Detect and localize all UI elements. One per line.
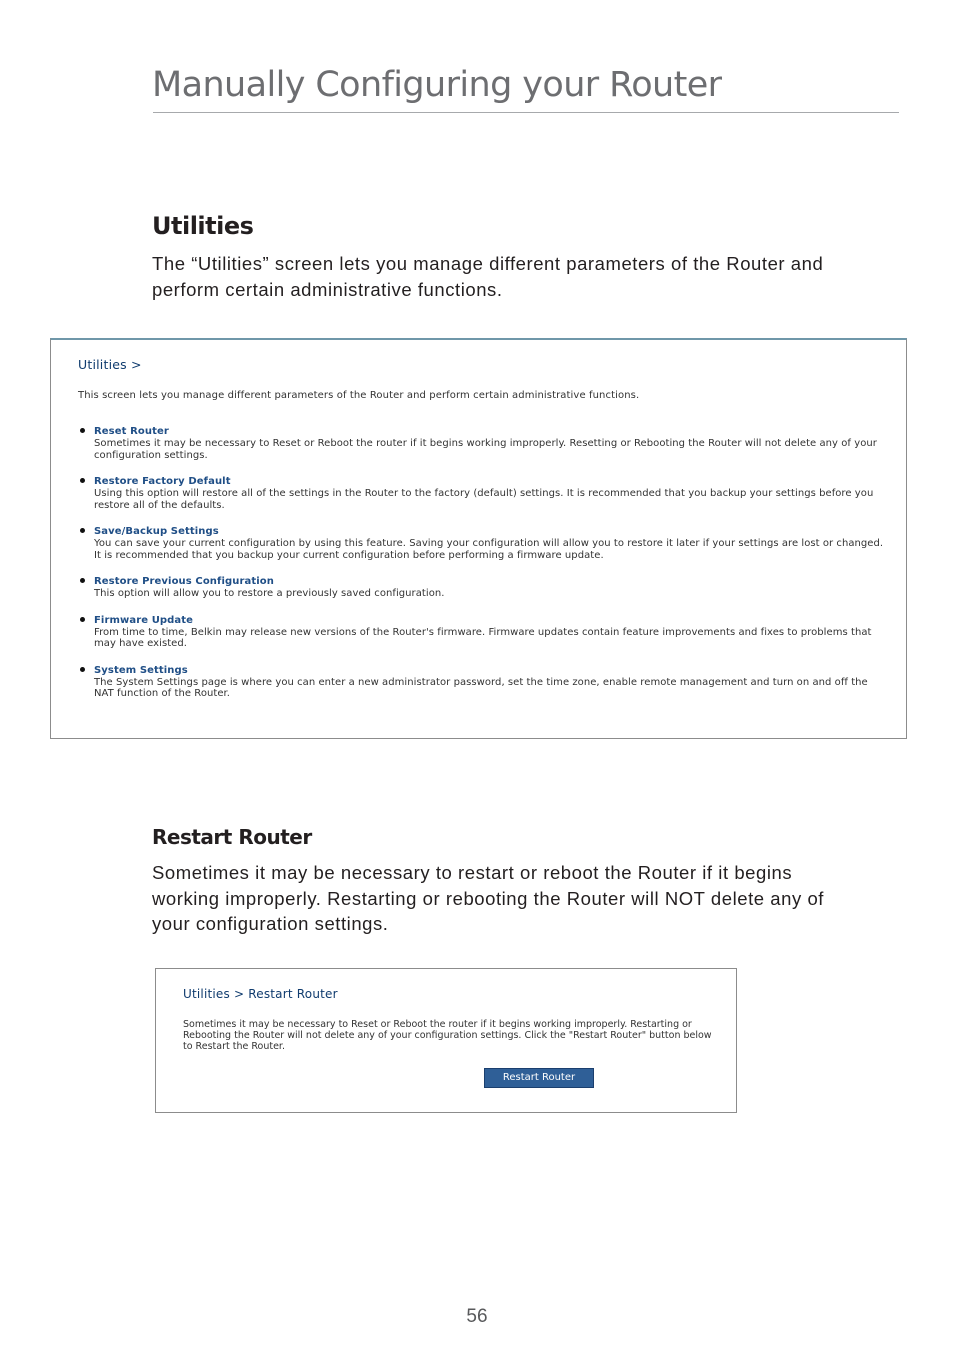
link-restore-previous-configuration[interactable]: Restore Previous Configuration [94, 576, 274, 587]
list-item-restore-factory-default [78, 475, 888, 511]
page-number: 56 [466, 1306, 488, 1327]
link-save-backup-settings[interactable]: Save/Backup Settings [94, 526, 219, 537]
link-restore-factory-default[interactable]: Restore Factory Default [94, 476, 231, 487]
utilities-list [78, 425, 888, 714]
list-item-restore-previous-configuration [78, 575, 888, 600]
utilities-heading: Utilities [152, 212, 254, 240]
restart-router-paragraph: Sometimes it may be necessary to restart or reboot the Router if it begins working improperly. Restarting or rebooting the Router will NOT delete any of your configuration settings. [152, 862, 824, 934]
list-item-reset-router [78, 425, 888, 461]
utilities-intro-text: This screen lets you manage different parameters of the Router and perform certain administrative functions. [78, 390, 640, 401]
restart-router-button[interactable]: Restart Router [484, 1068, 594, 1088]
bullet-icon [80, 428, 85, 433]
restore-previous-configuration-description: This option will allow you to restore a previously saved configuration. [94, 588, 445, 599]
bullet-icon [80, 617, 85, 622]
utilities-paragraph: The “Utilities” screen lets you manage different parameters of the Router and perform certain administrative functions. [152, 253, 824, 300]
restore-factory-default-description: Using this option will restore all of the settings in the Router to the factory (default) settings. It is recommended that you backup your settings before you restore all of the defaults. [94, 488, 874, 511]
link-system-settings[interactable]: System Settings [94, 664, 188, 676]
system-settings-description: The System Settings page is where you can enter a new administrator password, set the time zone, enable remote management and turn on and off the NAT function of the Router. [94, 676, 868, 699]
reset-router-description: Sometimes it may be necessary to Reset or Reboot the router if it begins working improperly. Resetting or Rebooting the Router will not delete any of your configuration settings. [94, 438, 877, 461]
link-firmware-update[interactable]: Firmware Update [94, 614, 194, 626]
bullet-icon [80, 528, 85, 533]
link-reset-router[interactable]: Reset Router [94, 426, 169, 437]
restart-router-panel-description: Sometimes it may be necessary to Reset or Reboot the router if it begins working improperly. Restarting or Rebooting the Router will not delete any of your configuration settings. Click the "Restart Router" button below to Restart the Router. [183, 1019, 712, 1052]
save-backup-settings-description: You can save your current configuration by using this feature. Saving your configuration will allow you to restore it later if your settings are lost or changed. It is recommended that you backup your current configuration before performing a firmware update. [94, 538, 884, 561]
title-divider [153, 112, 899, 113]
page-title: Manually Configuring your Router [152, 65, 722, 105]
bullet-icon [80, 667, 85, 672]
utilities-breadcrumb: Utilities > [78, 357, 142, 372]
list-item-firmware-update [78, 614, 888, 650]
list-item-save-backup-settings [78, 525, 888, 561]
bullet-icon [80, 578, 85, 583]
restart-router-screenshot-panel [155, 968, 737, 1113]
restart-router-breadcrumb: Utilities > Restart Router [183, 987, 338, 1001]
restart-router-heading: Restart Router [152, 825, 312, 849]
list-item-system-settings [78, 664, 888, 700]
bullet-icon [80, 478, 85, 483]
firmware-update-description: From time to time, Belkin may release new versions of the Router's firmware. Firmware updates contain feature improvements and fixes to problems that may have existed. [94, 626, 872, 649]
utilities-screenshot-panel [50, 338, 907, 739]
